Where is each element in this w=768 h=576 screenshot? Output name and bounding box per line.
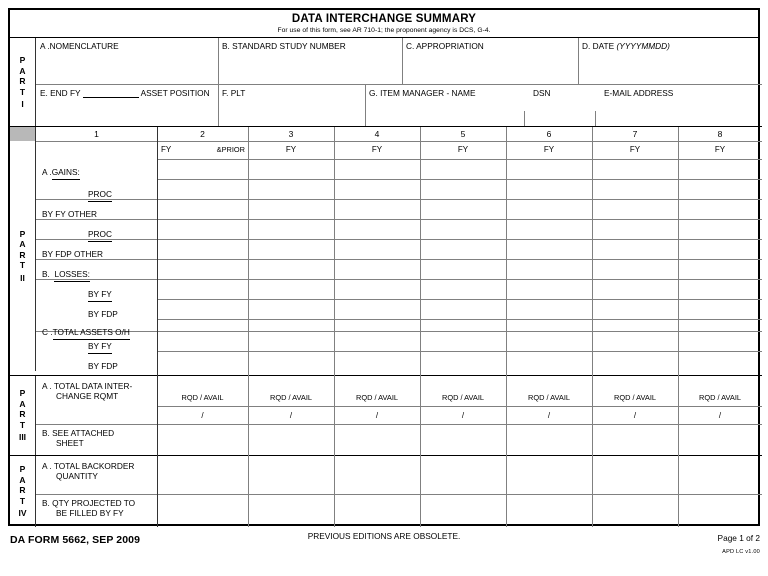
- row-label-proc-fy: [88, 190, 112, 202]
- part-letter: T: [19, 495, 26, 506]
- colnum-gray-cell: [10, 127, 36, 141]
- row-label-by-fdp-other: BY FDP OTHER: [42, 249, 104, 259]
- row-label-by-fy-other: BY FY OTHER: [42, 209, 98, 219]
- slash-4: /: [375, 411, 379, 420]
- part-letter: P: [19, 388, 26, 399]
- col-divider-3-4: [334, 127, 335, 527]
- part-three-top-border: [10, 375, 762, 376]
- email-divider-stub: [595, 111, 596, 127]
- row-label-assets-by-fdp: BY FDP: [88, 361, 118, 371]
- part-letter: A: [19, 65, 26, 76]
- part-spine-three: [10, 376, 36, 455]
- row-label-tb-line1: A . TOTAL BACKORDER: [42, 461, 135, 471]
- field-date-label: D. DATE: [582, 41, 615, 51]
- col-divider-2-3: [248, 127, 249, 527]
- field-end-fy-prefix: E. END FY: [40, 88, 81, 98]
- part-letter: R: [19, 409, 26, 420]
- slash-3: /: [289, 411, 293, 420]
- title-band: [10, 10, 758, 38]
- part-letter: P: [19, 464, 26, 475]
- column-header-8: 8: [717, 129, 723, 139]
- fy-cell-4: FY: [371, 145, 383, 154]
- row-label-losses-by-fy-text: BY FY: [88, 290, 112, 302]
- part-spine-two: [10, 141, 36, 371]
- slash-8: /: [718, 411, 722, 420]
- part-two-hline: [36, 259, 762, 260]
- col-divider-1-2: [157, 127, 158, 527]
- slash-6: /: [547, 411, 551, 420]
- row-label-losses-by-fy: [88, 290, 112, 302]
- rqd-avail-7: RQD / AVAIL: [613, 393, 657, 402]
- part-four-top-border: [10, 455, 762, 456]
- rqd-avail-6: RQD / AVAIL: [527, 393, 571, 402]
- row-label-assets-by-fy-text: BY FY: [88, 342, 112, 354]
- previous-editions: PREVIOUS EDITIONS ARE OBSOLETE.: [307, 531, 461, 541]
- row-label-total-assets: C .TOTAL ASSETS O/H: [42, 328, 130, 340]
- rqd-avail-2: RQD / AVAIL: [181, 393, 224, 402]
- row-label-assets-by-fy: [88, 342, 112, 354]
- part-roman: IV: [18, 508, 27, 519]
- part-letter: A: [19, 239, 26, 250]
- part-letter: P: [19, 55, 26, 66]
- row-label-total-assets-text: TOTAL ASSETS O/H: [53, 328, 130, 340]
- field-dsn[interactable]: DSN: [533, 88, 551, 98]
- end-fy-blank[interactable]: [83, 90, 139, 98]
- row-label-tdi-line1: A . TOTAL DATA INTER-: [42, 381, 133, 391]
- field-standard-study-number[interactable]: B. STANDARD STUDY NUMBER: [222, 41, 346, 51]
- row-label-tb-line2: QUANTITY: [56, 470, 98, 481]
- page-label: Page 1 of 2: [717, 533, 760, 543]
- column-header-6: 6: [546, 129, 552, 139]
- form-frame: [8, 8, 760, 526]
- col-divider-7-8: [678, 127, 679, 527]
- column-header-4: 4: [374, 129, 380, 139]
- field-date[interactable]: [578, 38, 762, 51]
- column-header-1: 1: [94, 129, 99, 139]
- row-label-proc-fdp: [88, 230, 112, 242]
- part-roman: I: [21, 99, 24, 110]
- part-letter: T: [19, 86, 26, 97]
- field-nomenclature[interactable]: A .NOMENCLATURE: [40, 41, 119, 51]
- prior-label-2: &PRIOR: [216, 145, 245, 154]
- rqd-avail-8: RQD / AVAIL: [698, 393, 742, 402]
- row-label-qty-projected: [42, 499, 135, 518]
- field-item-manager[interactable]: G. ITEM MANAGER - NAME: [369, 88, 476, 98]
- part-two-hline: [36, 279, 762, 280]
- part-letter: R: [19, 76, 26, 87]
- col-divider-5-6: [506, 127, 507, 527]
- fy-cell-2: [157, 141, 248, 159]
- row-label-qp-line2: BE FILLED BY FY: [56, 507, 124, 518]
- part-two-hline: [36, 239, 762, 240]
- part-letter: R: [19, 485, 26, 496]
- col-divider-4-5: [420, 127, 421, 527]
- part-two-hline: [36, 331, 762, 332]
- part-two-hline: [36, 199, 762, 200]
- column-header-5: 5: [460, 129, 466, 139]
- rqd-avail-3: RQD / AVAIL: [269, 393, 313, 402]
- fy-cell-8: FY: [714, 145, 726, 154]
- row-label-losses-text: LOSSES:: [54, 270, 90, 282]
- field-email[interactable]: E-MAIL ADDRESS: [604, 88, 674, 98]
- part-two-hline: [36, 219, 762, 220]
- part-spine-four: [10, 456, 36, 527]
- fy-cell-3: FY: [285, 145, 297, 154]
- row-label-proc-fdp-text: PROC: [88, 230, 112, 242]
- col-divider-6-7: [592, 127, 593, 527]
- slash-2: /: [201, 411, 204, 420]
- fy-cell-5: FY: [457, 145, 469, 154]
- dsn-divider-stub: [524, 111, 525, 127]
- field-date-format: (YYYYMMDD): [616, 41, 670, 51]
- row-label-gains: A .GAINS:: [42, 168, 80, 180]
- row-label-gains-text: GAINS:: [52, 168, 80, 180]
- part-roman: II: [20, 272, 25, 283]
- row-label-proc-fy-text: PROC: [88, 190, 112, 202]
- part-letter: T: [19, 260, 26, 271]
- field-appropriation[interactable]: C. APPROPRIATION: [406, 41, 484, 51]
- field-plt[interactable]: F. PLT: [222, 88, 246, 98]
- part-letter: A: [19, 474, 26, 485]
- row-label-see-attached-sheet: [42, 429, 114, 448]
- rqd-avail-5: RQD / AVAIL: [441, 393, 485, 402]
- row-label-sas-line1: B. SEE ATTACHED: [42, 428, 115, 438]
- version-label: APD LC v1.00: [722, 549, 760, 555]
- field-end-fy[interactable]: [36, 85, 218, 98]
- rqd-avail-4: RQD / AVAIL: [355, 393, 399, 402]
- row-label-total-backorder: [42, 462, 134, 481]
- part-roman: III: [18, 432, 27, 443]
- fy-label-2: FY: [161, 145, 172, 154]
- part-letter: R: [19, 249, 26, 260]
- column-header-2: 2: [200, 129, 205, 139]
- row-label-losses-by-fdp: BY FDP: [88, 309, 118, 319]
- column-header-7: 7: [632, 129, 638, 139]
- part-spine-one: [10, 38, 36, 127]
- row-label-sas-line2: SHEET: [56, 437, 84, 448]
- column-header-3: 3: [288, 129, 294, 139]
- fy-cell-7: FY: [629, 145, 641, 154]
- row-label-qp-line1: B. QTY PROJECTED TO: [42, 498, 136, 508]
- form-number: DA FORM 5662, SEP 2009: [10, 534, 141, 546]
- part-three-row-divider: [36, 424, 762, 425]
- fy-cell-6: FY: [543, 145, 555, 154]
- row-label-losses: B. LOSSES:: [42, 270, 90, 282]
- slash-7: /: [633, 411, 637, 420]
- field-end-fy-suffix: ASSET POSITION: [140, 88, 210, 98]
- part-four-row-divider: [36, 494, 762, 495]
- form-title: DATA INTERCHANGE SUMMARY: [291, 13, 477, 25]
- slash-5: /: [461, 411, 465, 420]
- row-label-tdi-line2: CHANGE RQMT: [56, 390, 119, 401]
- part-letter: A: [19, 398, 26, 409]
- part-letter: T: [19, 419, 26, 430]
- part-letter: P: [19, 228, 26, 239]
- row-label-total-data-interchange: [42, 382, 132, 401]
- form-subtitle: For use of this form, see AR 710-1; the proponent agency is DCS, G-4.: [277, 27, 491, 34]
